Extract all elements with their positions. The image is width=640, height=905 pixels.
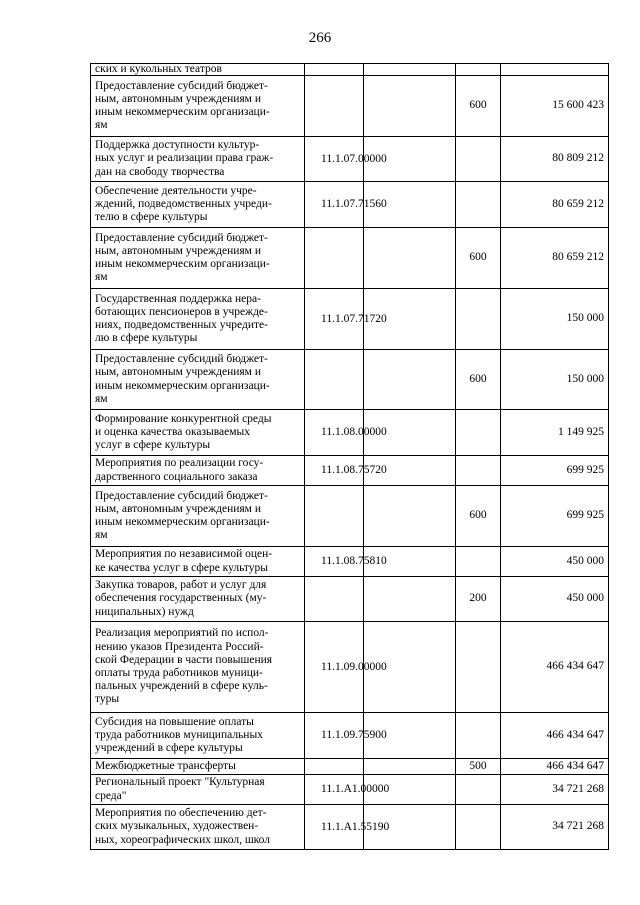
row-sum-cell: 699 925 [501, 486, 609, 547]
row-name-line: Закупка товаров, работ и услуг для [95, 579, 267, 592]
row-type-cell [456, 64, 501, 76]
row-type-cell [456, 456, 501, 486]
table-row [91, 289, 609, 350]
row-sum-cell: 34 721 268 [501, 775, 609, 805]
row-type-cell [456, 182, 501, 228]
row-type-cell: 600 [456, 76, 501, 137]
row-name-line: ниях, подведомственных учредите- [95, 319, 268, 331]
row-code-cell [305, 622, 387, 713]
row-name-line: Региональный проект "Культурная [95, 776, 265, 789]
table-row [91, 182, 609, 228]
row-code-text: 11.1.08.75720 [321, 464, 387, 476]
row-name-line: Реализация мероприятий по испол- [95, 627, 269, 640]
row-name-line: телю в сфере культуры [95, 211, 208, 224]
row-name-line: обеспечения государственных (му- [95, 592, 267, 605]
row-sum-cell: 466 434 647 [501, 622, 609, 713]
row-name-line: Мероприятия по обеспечению дет- [95, 807, 267, 820]
row-sum-cell: 699 925 [501, 456, 609, 486]
row-sum-cell: 150 000 [501, 289, 609, 350]
row-name-cell [91, 350, 305, 410]
row-code-cell [305, 410, 387, 456]
row-code-cell [305, 713, 387, 759]
row-name-cell [91, 410, 305, 456]
row-name-line: ным, автономным учреждениям и [95, 502, 261, 515]
table-row [91, 486, 609, 547]
row-name-line: ботающих пенсионеров в учрежде- [95, 305, 268, 318]
row-sum-cell: 15 600 423 [501, 76, 609, 137]
row-type-cell: 200 [456, 577, 501, 622]
row-name-line: ских и кукольных театров [95, 63, 222, 75]
row-code-text: 11.1.07.71720 [321, 312, 387, 325]
row-name-line: ных, хореографических школ, школ [95, 833, 271, 846]
row-name-line: Предоставление субсидий бюджет- [95, 489, 268, 502]
row-code-cell-2 [364, 76, 456, 137]
row-sum-cell: 34 721 268 [501, 805, 609, 850]
row-code-cell [305, 486, 364, 547]
row-type-cell [456, 713, 501, 759]
row-sum-cell: 466 434 647 [501, 759, 609, 775]
row-type-cell [456, 622, 501, 713]
table-row [91, 456, 609, 486]
row-sum-cell: 80 809 212 [501, 137, 609, 182]
row-name-line: иным некоммерческим организаци- [95, 516, 270, 528]
row-name-line: ской Федерации в части повышения [95, 653, 273, 666]
row-type-cell: 600 [456, 350, 501, 410]
row-name-line: Мероприятия по реализации госу- [95, 457, 264, 470]
row-name-cell [91, 486, 305, 547]
row-name-line: иным некоммерческим организаци- [95, 379, 270, 392]
table-row [91, 350, 609, 410]
row-name-cell [91, 137, 305, 182]
row-code-cell [305, 228, 364, 289]
row-name-line: Формирование конкурентной среды [95, 412, 272, 425]
page-number: 266 [308, 30, 332, 46]
table-row [91, 805, 609, 850]
row-name-line: Предоставление субсидий бюджет- [95, 79, 268, 92]
row-sum-cell: 1 149 925 [501, 410, 609, 456]
row-name-line: ных услуг и реализации права граж- [95, 152, 274, 165]
row-name-line: и оценка качества оказываемых [95, 425, 250, 438]
row-sum-cell: 450 000 [501, 577, 609, 622]
row-name-cell [91, 775, 305, 805]
row-name-cell [91, 713, 305, 759]
row-sum-cell: 450 000 [501, 547, 609, 577]
row-name-line: ских музыкальных, художествен- [95, 820, 259, 833]
row-name-line: ным, автономным учреждениям и [95, 244, 261, 257]
row-name-line: среда" [95, 789, 127, 802]
row-code-text: 11.1.08.00000 [321, 426, 387, 438]
row-sum-cell: 466 434 647 [501, 713, 609, 759]
table-row [91, 713, 609, 759]
row-name-line: ным, автономным учреждениям и [95, 92, 261, 105]
row-sum-cell: 80 659 212 [501, 228, 609, 289]
row-name-line: иным некоммерческим организаци- [95, 258, 270, 270]
row-name-line: туры [95, 693, 120, 706]
row-name-cell [91, 76, 305, 137]
budget-table-body [91, 64, 609, 850]
row-code-cell [305, 137, 387, 182]
row-code-cell [305, 289, 387, 350]
row-type-cell [456, 775, 501, 805]
row-name-line: ям [95, 271, 108, 284]
row-name-cell [91, 759, 305, 775]
row-name-line: нению указов Президента Россий- [95, 640, 264, 653]
row-type-cell: 600 [456, 228, 501, 289]
row-name-line: пальных учреждений в сфере куль- [95, 680, 268, 693]
row-code-cell [305, 775, 390, 805]
row-name-cell [91, 64, 305, 76]
budget-table [90, 63, 609, 850]
table-row [91, 759, 609, 775]
row-type-cell: 500 [456, 759, 501, 775]
row-name-cell [91, 182, 305, 228]
row-name-line: ям [95, 392, 108, 405]
table-row [91, 622, 609, 713]
row-name-cell [91, 577, 305, 622]
row-name-cell [91, 456, 305, 486]
row-code-text: 11.1.09.75900 [321, 729, 387, 741]
table-row [91, 64, 609, 76]
row-name-line: Предоставление субсидий бюджет- [95, 353, 268, 366]
row-type-cell [456, 137, 501, 182]
row-name-line: ным, автономным учреждениям и [95, 366, 261, 379]
row-name-line: ждений, подведомственных учреди- [95, 197, 272, 210]
row-code-cell-2 [364, 228, 456, 289]
row-type-cell: 600 [456, 486, 501, 547]
row-code-cell [305, 805, 390, 850]
row-sum-cell: 150 000 [501, 350, 609, 410]
row-code-cell-2 [364, 350, 456, 410]
row-code-cell [305, 350, 364, 410]
row-name-line: ниципальных) нужд [95, 605, 194, 618]
row-name-line: Обеспечение деятельности учре- [95, 184, 257, 197]
row-name-cell [91, 547, 305, 577]
row-code-cell [305, 182, 387, 228]
row-code-text: 11.1.09.00000 [321, 660, 387, 673]
row-name-cell [91, 805, 305, 850]
row-code-text: 11.1.A1.55190 [321, 820, 390, 833]
row-type-cell [456, 547, 501, 577]
row-type-cell [456, 805, 501, 850]
row-name-line: Межбюджетные трансферты [95, 759, 236, 772]
table-row [91, 76, 609, 137]
row-name-line: Поддержка доступности культур- [95, 139, 260, 152]
row-name-line: лю в сфере культуры [95, 332, 198, 345]
row-name-line: иным некоммерческим организаци- [95, 106, 270, 118]
row-code-cell-2 [364, 486, 456, 547]
row-code-cell [305, 547, 387, 577]
table-row [91, 228, 609, 289]
table-row [91, 410, 609, 456]
row-name-line: труда работников муниципальных [95, 728, 263, 741]
row-type-cell [456, 289, 501, 350]
row-code-cell-2 [364, 759, 456, 775]
row-code-cell [305, 76, 364, 137]
row-name-line: учреждений в сфере культуры [95, 742, 243, 755]
row-name-line: Государственная поддержка нера- [95, 292, 261, 305]
row-code-cell [305, 577, 364, 622]
row-code-text: 11.1.07.71560 [321, 198, 387, 210]
row-name-line: Мероприятия по независимой оцен- [95, 548, 273, 561]
table-row [91, 775, 609, 805]
row-code-cell [305, 456, 387, 486]
table-row [91, 577, 609, 622]
row-code-cell [305, 64, 364, 76]
row-name-line: ям [95, 119, 108, 132]
row-name-line: Субсидия на повышение оплаты [95, 715, 254, 728]
row-code-text: 11.1.07.00000 [321, 152, 387, 165]
row-name-line: дан на свободу творчества [95, 165, 225, 178]
row-code-text: 11.1.A1.00000 [321, 783, 390, 795]
row-type-cell [456, 410, 501, 456]
row-name-line: дарственного социального заказа [95, 470, 258, 483]
row-name-line: оплаты труда работников муници- [95, 667, 263, 679]
row-name-cell [91, 289, 305, 350]
row-name-line: ям [95, 529, 108, 542]
row-code-cell-2 [364, 577, 456, 622]
row-code-text: 11.1.08.75810 [321, 555, 387, 567]
row-name-line: услуг в сфере культуры [95, 439, 211, 452]
row-name-line: Предоставление субсидий бюджет- [95, 231, 268, 244]
table-row [91, 547, 609, 577]
row-name-cell [91, 228, 305, 289]
table-row [91, 137, 609, 182]
row-name-line: ке качества услуг в сфере культуры [95, 561, 268, 574]
row-sum-cell: 80 659 212 [501, 182, 609, 228]
row-code-cell [305, 759, 364, 775]
row-name-cell [91, 622, 305, 713]
row-sum-cell [501, 64, 609, 76]
row-code-cell-2 [364, 64, 456, 76]
